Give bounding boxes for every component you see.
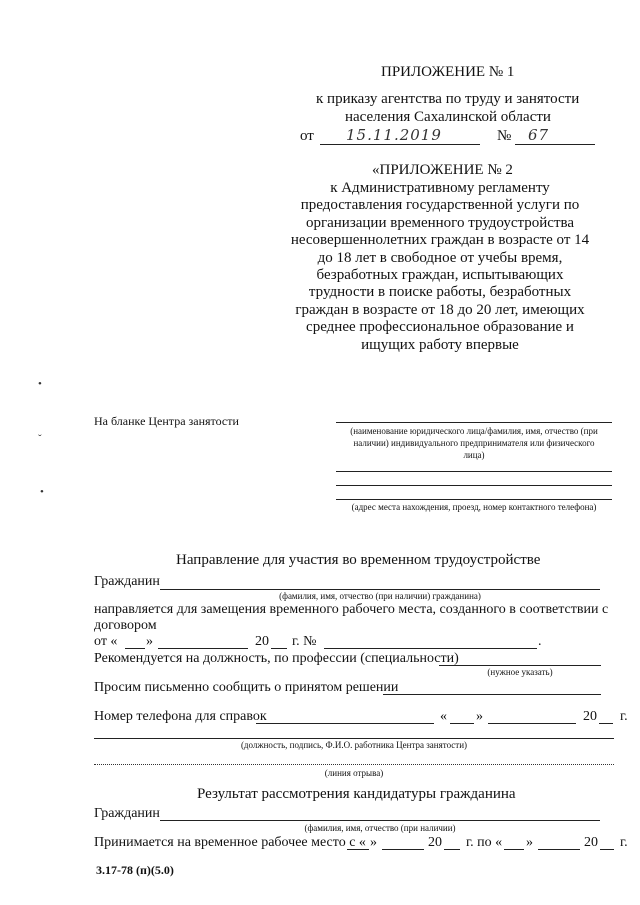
appendix2-line: несовершеннолетних граждан в возрасте от 14 — [290, 232, 590, 249]
recommended-caption: (нужное указать) — [487, 667, 553, 677]
appendix2-line: трудности в поиске работы, безработных — [308, 284, 572, 301]
number-handwritten: 67 — [528, 126, 550, 144]
contract-end: . — [538, 634, 542, 649]
appendix2-line: до 18 лет в свободное от учебы время, — [317, 249, 563, 266]
appendix2-line: граждан в возрасте от 18 до 20 лет, имеющих — [295, 301, 585, 318]
contract-year-suffix: г. № — [292, 634, 317, 649]
letterhead-label: На бланке Центра занятости — [94, 414, 239, 428]
phone-day-field[interactable] — [450, 723, 474, 724]
recipient-line-2 — [336, 471, 612, 472]
appendix2-line: организации временного трудоустройства — [305, 214, 575, 231]
scan-mark: • — [40, 486, 44, 498]
signature-caption: (должность, подпись, Ф.И.О. работника Центра занятости) — [240, 740, 468, 750]
tear-line — [94, 764, 614, 765]
accepted-month-field[interactable] — [382, 849, 424, 850]
citizen-label: Гражданин — [94, 574, 160, 589]
until-year: 20 — [584, 835, 598, 850]
appendix2-body — [280, 180, 600, 354]
appendix2-line: к Административному регламенту — [330, 180, 550, 196]
until-year-field[interactable] — [600, 849, 614, 850]
signature-line[interactable] — [94, 738, 614, 739]
contract-month-field[interactable] — [158, 648, 248, 649]
contract-year-field[interactable] — [271, 648, 287, 649]
scan-mark: • — [38, 378, 42, 390]
accepted-year-field[interactable] — [444, 849, 460, 850]
contract-day-field[interactable] — [125, 648, 145, 649]
phone-year: 20 — [583, 709, 597, 724]
contract-quote-close: » — [146, 634, 153, 649]
phone-label: Номер телефона для справок — [94, 709, 267, 724]
contract-year: 20 — [255, 634, 269, 649]
citizen-name-field[interactable] — [160, 589, 600, 590]
accepted-day-field[interactable] — [347, 849, 369, 850]
tear-caption: (линия отрыва) — [324, 768, 384, 778]
contract-from: от « — [94, 634, 118, 649]
phone-quote-close: » — [476, 709, 483, 724]
result-citizen-label: Гражданин — [94, 806, 160, 821]
address-line-2 — [336, 499, 612, 500]
phone-quote-open: « — [440, 709, 447, 724]
appendix1-title: ПРИЛОЖЕНИЕ № 1 — [381, 64, 515, 80]
accepted-label: Принимается на временное рабочее место с « — [94, 835, 366, 850]
appendix2-line: среднее профессиональное образование и — [306, 319, 574, 336]
decision-field[interactable] — [383, 694, 601, 695]
address-line-1 — [336, 485, 612, 486]
recipient-caption: (наименование юридического лица/фамилия, имя, отчество (при наличии) индивидуального предпринимателя или физического лица) — [350, 426, 598, 460]
contract-word: договором — [94, 618, 157, 633]
request-label: Просим письменно сообщить о принятом решении — [94, 680, 399, 695]
appendix2-line: ищущих работу впервые — [361, 336, 519, 353]
until-label: г. по « — [466, 835, 503, 850]
phone-year-suffix: г. — [620, 709, 628, 724]
position-field[interactable] — [439, 665, 601, 666]
phone-year-field[interactable] — [599, 723, 613, 724]
number-prefix: № — [497, 128, 512, 144]
until-year-suffix: г. — [620, 835, 628, 850]
date-handwritten: 15.11.2019 — [346, 126, 442, 144]
result-citizen-field[interactable] — [160, 820, 600, 821]
appendix2-line: безработных граждан, испытывающих — [316, 267, 564, 284]
citizen-caption: (фамилия, имя, отчество (при наличии) гражданина) — [279, 591, 481, 601]
address-caption: (адрес места нахождения, проезд, номер контактного телефона) — [351, 502, 597, 512]
sent-text: направляется для замещения временного рабочего места, созданного в соответствии с — [94, 602, 609, 617]
appendix2-title: «ПРИЛОЖЕНИЕ № 2 — [372, 162, 513, 178]
form-code: 3.17-78 (п)(5.0) — [96, 863, 174, 877]
until-day-field[interactable] — [504, 849, 524, 850]
referral-title: Направление для участия во временном трудоустройстве — [176, 552, 541, 568]
result-citizen-caption: (фамилия, имя, отчество (при наличии) — [304, 823, 456, 833]
until-quote-close: » — [526, 835, 533, 850]
phone-field[interactable] — [256, 723, 434, 724]
result-title: Результат рассмотрения кандидатуры гражданина — [197, 786, 516, 802]
scan-mark: ˇ — [38, 433, 42, 445]
accepted-quote-close: » — [370, 835, 377, 850]
accepted-year: 20 — [428, 835, 442, 850]
until-month-field[interactable] — [538, 849, 580, 850]
date-prefix: от — [300, 128, 314, 144]
appendix2-line: предоставления государственной услуги по — [300, 197, 580, 214]
appendix1-line1: к приказу агентства по труду и занятости — [316, 91, 580, 107]
recommended-label: Рекомендуется на должность, по профессии (специальности) — [94, 651, 459, 666]
phone-month-field[interactable] — [488, 723, 576, 724]
contract-number-field[interactable] — [324, 648, 537, 649]
date-line — [320, 144, 480, 145]
appendix1-line2: населения Сахалинской области — [345, 109, 551, 125]
recipient-line — [336, 422, 612, 423]
number-line — [515, 144, 595, 145]
